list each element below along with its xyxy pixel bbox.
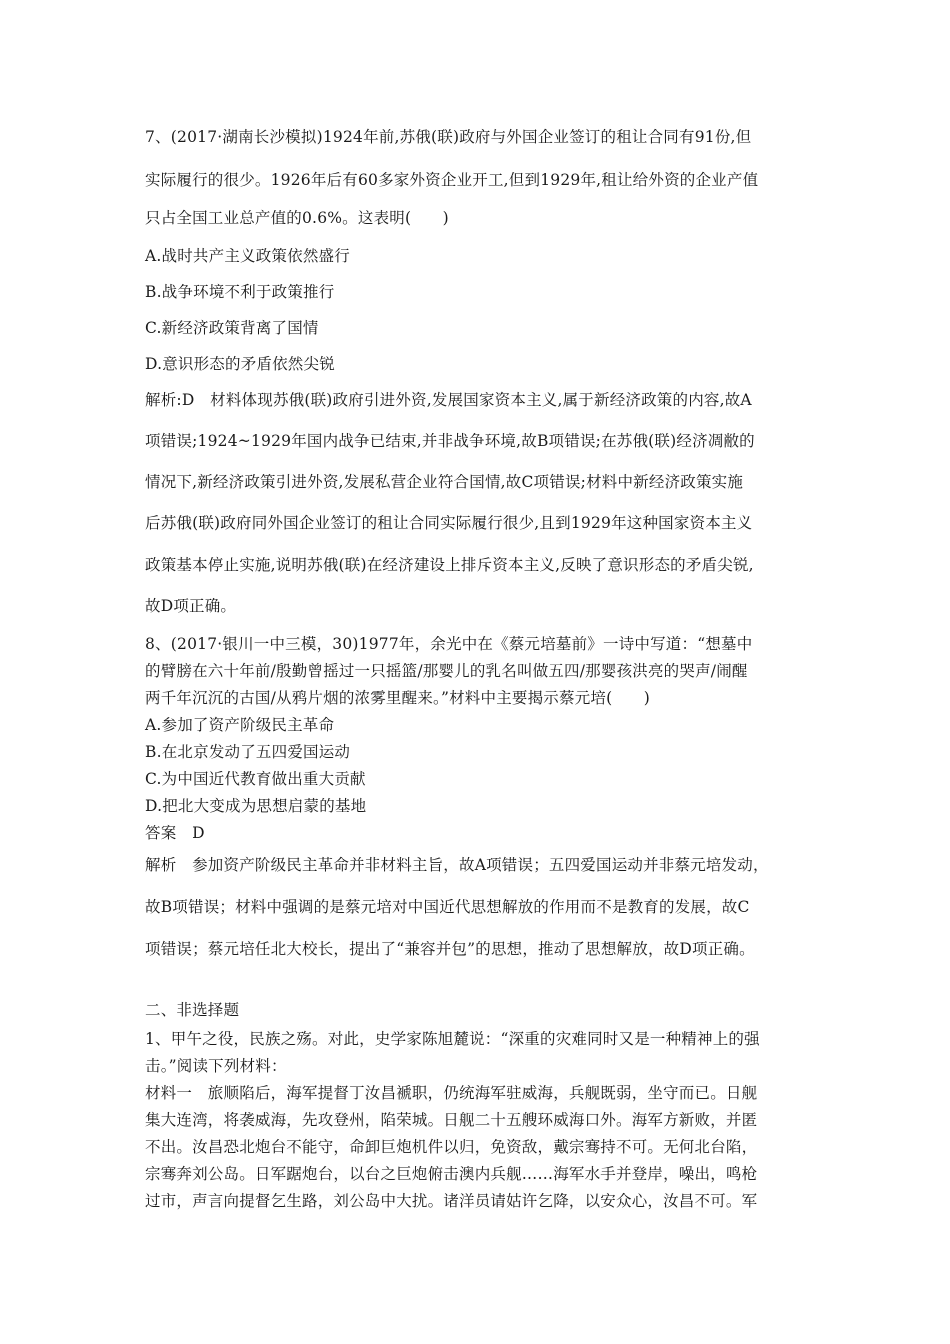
q7-analysis-line-4: 后苏俄(联)政府同外国企业签订的租让合同实际履行很少,且到1929年这种国家资本主义 (145, 514, 753, 532)
q8-stem-line-3: 两千年沉沉的古国/从鸦片烟的浓雾里醒来。”材料中主要揭示蔡元培( ) (145, 689, 650, 707)
q8-option-b: B.在北京发动了五四爱国运动 (145, 743, 351, 761)
q8-option-c: C.为中国近代教育做出重大贡献 (145, 770, 366, 788)
q7-analysis-line-6: 故D项正确。 (145, 597, 237, 615)
s2-q1-line-3: 材料一 旅顺陷后，海军提督丁汝昌褫职，仍统海军驻威海，兵舰既弱，坐守而已。日舰 (145, 1084, 758, 1102)
s2-q1-line-2: 击。”阅读下列材料： (145, 1057, 287, 1075)
q8-analysis-line-1: 解析 参加资产阶级民主革命并非材料主旨，故A项错误；五四爱国运动并非蔡元培发动， (145, 856, 769, 874)
q7-stem-line-1: 7、(2017·湖南长沙模拟)1924年前,苏俄(联)政府与外国企业签订的租让合同有91份,但 (145, 128, 752, 146)
q8-option-a: A.参加了资产阶级民主革命 (145, 716, 335, 734)
q7-option-c: C.新经济政策背离了国情 (145, 319, 319, 337)
q7-analysis-line-2: 项错误;1924~1929年国内战争已结束,并非战争环境,故B项错误;在苏俄(联)经济凋敝的 (145, 432, 755, 450)
q7-analysis-line-5: 政策基本停止实施,说明苏俄(联)在经济建设上排斥资本主义,反映了意识形态的矛盾尖锐, (145, 556, 754, 574)
s2-q1-line-4: 集大连湾，将袭威海，先攻登州，陷荣城。日舰二十五艘环威海口外。海军方新败，并匿 (145, 1111, 758, 1129)
q8-option-d: D.把北大变成为思想启蒙的基地 (145, 797, 367, 815)
q8-answer: 答案 D (145, 824, 205, 842)
q8-analysis-line-3: 项错误；蔡元培任北大校长，提出了“兼容并包”的思想，推动了思想解放，故D项正确。 (145, 940, 755, 958)
q8-stem-line-1: 8、(2017·银川一中三模，30)1977年，余光中在《蔡元培墓前》一诗中写道：“想墓中 (145, 635, 753, 653)
section-heading: 二、非选择题 (145, 1001, 240, 1019)
s2-q1-line-1: 1、甲午之役，民族之殇。对此，史学家陈旭麓说：“深重的灾难同时又是一种精神上的强 (145, 1030, 760, 1048)
q7-option-a: A.战时共产主义政策依然盛行 (145, 247, 350, 265)
q7-option-d: D.意识形态的矛盾依然尖锐 (145, 355, 335, 373)
q8-analysis-line-2: 故B项错误；材料中强调的是蔡元培对中国近代思想解放的作用而不是教育的发展，故C (145, 898, 750, 916)
q7-stem-line-3: 只占全国工业总产值的0.6%。这表明( ) (145, 209, 449, 227)
q7-analysis-line-1: 解析:D 材料体现苏俄(联)政府引进外资,发展国家资本主义,属于新经济政策的内容,故A (145, 391, 752, 409)
q7-option-b: B.战争环境不利于政策推行 (145, 283, 335, 301)
q7-stem-line-2: 实际履行的很少。1926年后有60多家外资企业开工,但到1929年,租让给外资的企业产值 (145, 171, 759, 189)
s2-q1-line-5: 不出。汝昌恐北炮台不能守，命卸巨炮机件以归，免资敌，戴宗骞持不可。无何北台陷， (145, 1138, 758, 1156)
q7-analysis-line-3: 情况下,新经济政策引进外资,发展私营企业符合国情,故C项错误;材料中新经济政策实施 (145, 473, 744, 491)
s2-q1-line-6: 宗骞奔刘公岛。日军踞炮台，以台之巨炮俯击澳内兵舰……海军水手并登岸，噪出，鸣枪 (145, 1165, 758, 1183)
s2-q1-line-7: 过市，声言向提督乞生路，刘公岛中大扰。诸洋员请姑许乞降，以安众心，汝昌不可。军 (145, 1192, 758, 1210)
q8-stem-line-2: 的臂膀在六十年前/殷勤曾摇过一只摇篮/那婴儿的乳名叫做五四/那婴孩洪亮的哭声/闹醒 (145, 662, 748, 680)
